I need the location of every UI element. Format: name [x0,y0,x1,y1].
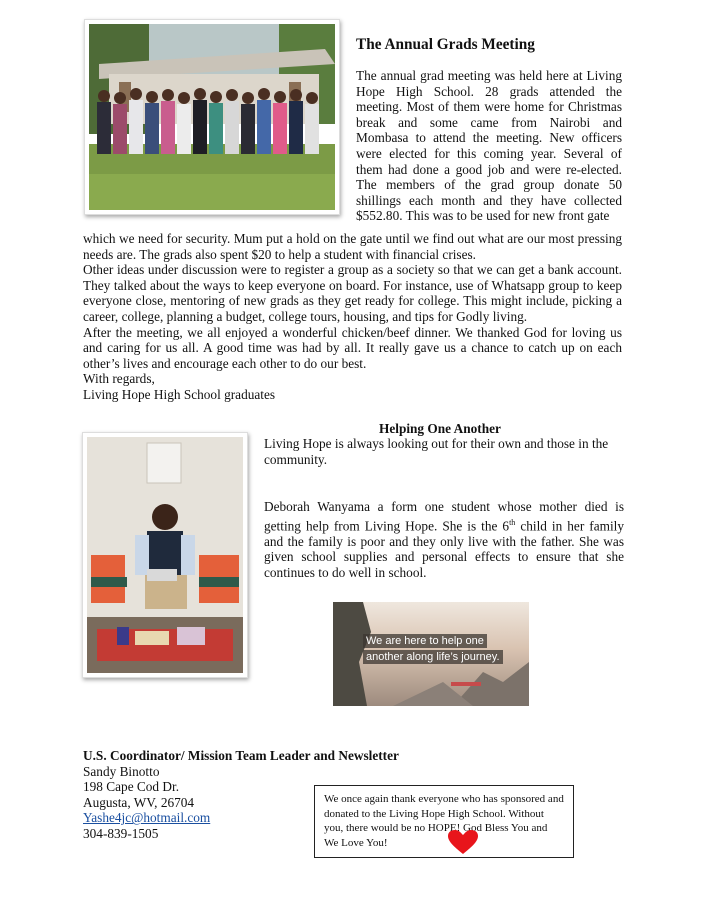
helping-story-text [264,499,624,580]
quote-line-2: another along life’s journey. [363,650,503,664]
thank-you-box [314,785,574,858]
grads-photo-image [89,24,335,210]
grads-closing: With regards, [83,371,155,387]
quote-line-1: We are here to help one [363,634,487,648]
contact-heading: U.S. Coordinator/ Mission Team Leader and Newsletter [83,748,399,763]
grads-meeting-title: The Annual Grads Meeting [356,36,535,53]
grads-body [83,231,622,403]
helping-title: Helping One Another [379,421,501,436]
grads-signature: Living Hope High School graduates [83,386,276,402]
helping-story-part2: child in her family and the family is poor and they only live with the father. She was given school supplies and personal effects to ensure that she continues to do well in school. [264,518,624,580]
quote-image [333,602,529,706]
heart-icon [447,829,479,855]
helping-story-sup: th [509,517,516,527]
helping-intro-text: Living Hope is always looking out for their own and those in the community. [264,436,609,467]
contact-name: Sandy Binotto [83,763,160,779]
contact-city: Augusta, WV, 26704 [83,794,195,810]
student-photo-image [87,437,243,673]
grads-group-photo [84,19,340,215]
helping-story-part1: Deborah Wanyama a form one student whose mother died is getting help from Living Hope. She is the 6 [264,499,624,534]
grads-intro-text: The annual grad meeting was held here at Living Hope High School. 28 grads attended the meeting. Most of them were home for Christmas break and some came from Nairobi and Mombasa to attend the meeting. New officers were elected for this coming year. Several of them had done a good job and were re-elected. The members of the grad group donate 50 shillings each month and they have collected $552.80. This was to be used for new front gate [356,68,622,224]
contact-street: 198 Cape Cod Dr. [83,779,180,795]
grads-paragraph-1: which we need for security. Mum put a hold on the gate until we find out what are our most pressing needs are. The grads also spent $20 to help a student with financial crises. [83,231,622,262]
grads-paragraph-3: After the meeting, we all enjoyed a wonderful chicken/beef dinner. We thanked God for loving us and caring for us all. A good time was had by all. It really gave us a chance to catch up on each other’s lives and encourage each other to do our best. [83,324,622,371]
contact-phone: 304-839-1505 [83,825,159,841]
student-photo [82,432,248,678]
grads-paragraph-2: Other ideas under discussion were to register a group as a society so that we can get a bank account. They talked about the ways to keep everyone on board. For instance, use of Whatsapp group to keep everyone close, mentoring of new grads as they get ready for college. This might include, picking a career, college, planning a budget, college tours, housing, and tips for Godly living. [83,262,622,324]
contact-email-link[interactable]: Yashe4jc@hotmail.com [83,810,211,826]
thank-you-text: We once again thank everyone who has sponsored and donated to the Living Hope High School. Without you, there would be no HOPE! God Bless You and We Love You! [324,793,564,849]
